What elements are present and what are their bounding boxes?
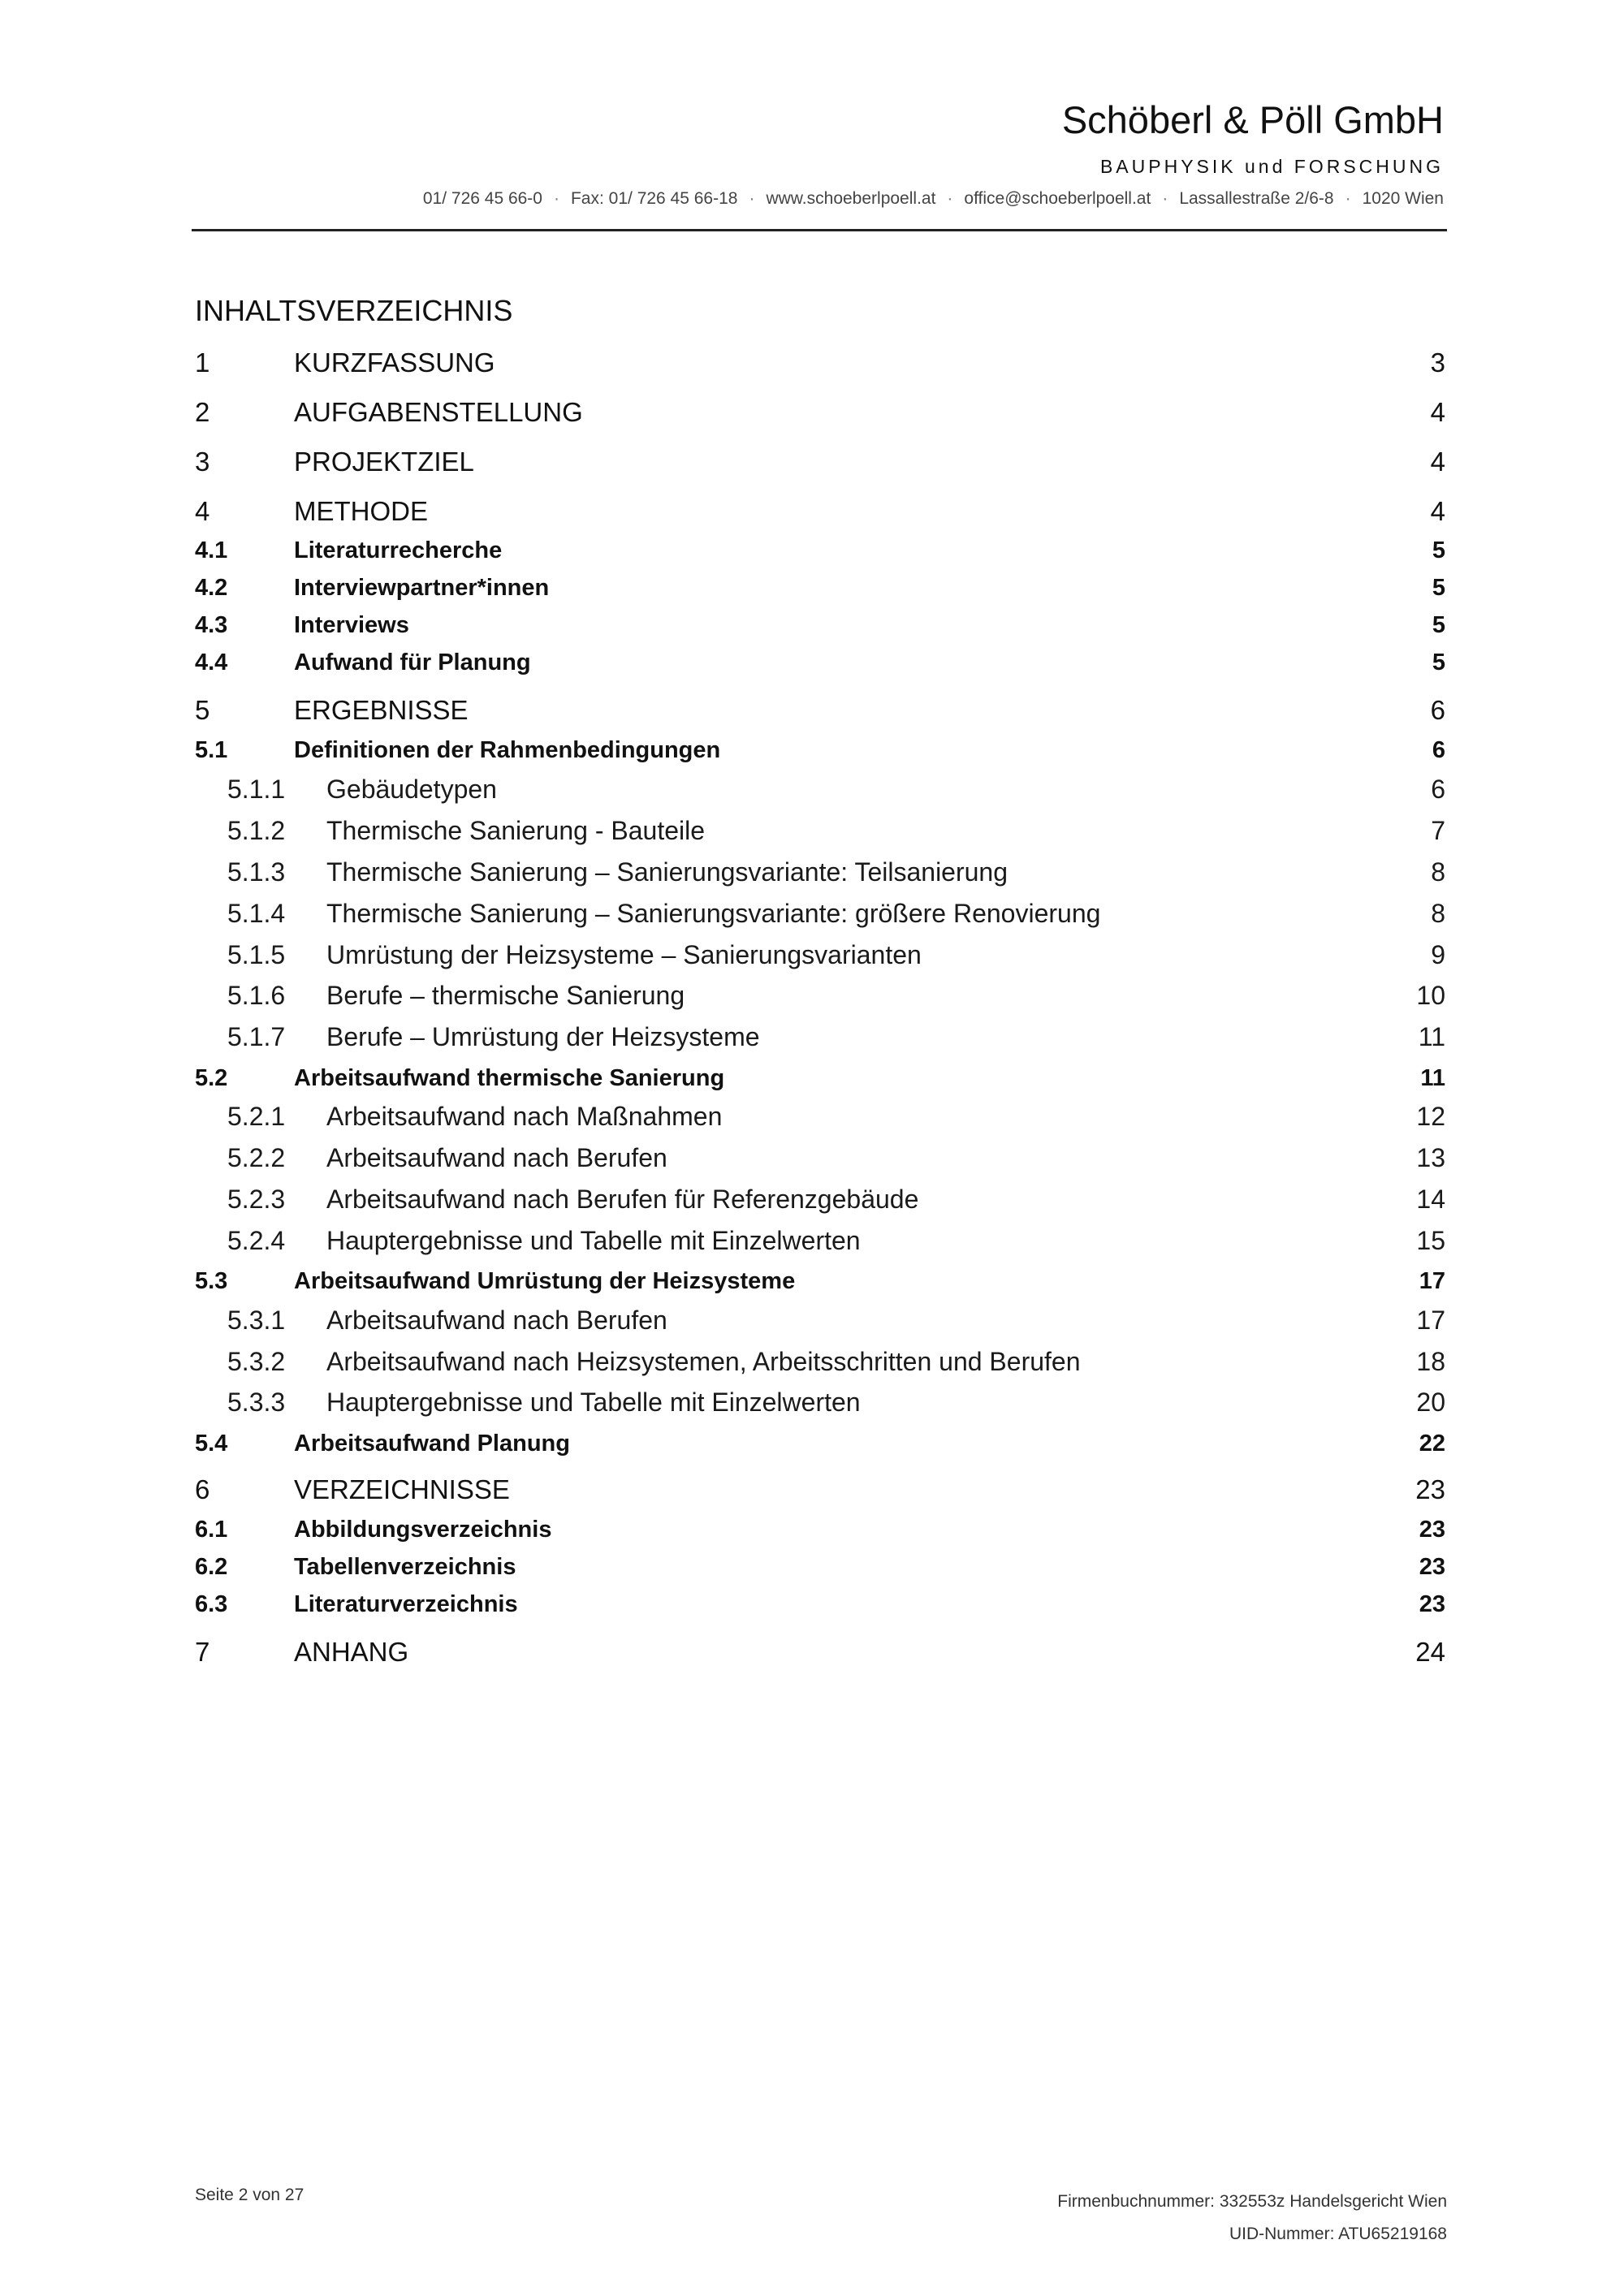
contact-phone: 01/ 726 45 66-0 — [422, 189, 542, 208]
toc-entry-page: 18 — [1416, 1347, 1445, 1376]
toc-entry — [195, 695, 1445, 731]
toc-entry — [195, 775, 1445, 810]
toc-entry-title: Interviews — [294, 612, 409, 638]
toc-entry-title: Interviewpartner*innen — [294, 575, 550, 601]
toc-entry — [195, 857, 1445, 893]
toc-entry-title: Literaturverzeichnis — [294, 1591, 518, 1617]
toc-entry-page: 7 — [1431, 816, 1445, 845]
toc-entry-title: Berufe – thermische Sanierung — [326, 981, 685, 1010]
toc-entry — [195, 899, 1445, 934]
toc-entry-title: Tabellenverzeichnis — [294, 1554, 516, 1580]
toc-entry-number: 5.3.3 — [227, 1388, 286, 1417]
toc-entry-title: KURZFASSUNG — [294, 347, 495, 378]
toc-entry-page: 12 — [1416, 1102, 1445, 1131]
toc-entry — [195, 575, 1445, 611]
toc-entry-number: 3 — [195, 447, 210, 477]
toc-entry — [195, 612, 1445, 648]
toc-entry — [195, 1022, 1445, 1058]
toc-title: INHALTSVERZEICHNIS — [195, 294, 513, 327]
toc-entry-number: 6 — [195, 1474, 210, 1504]
toc-entry — [195, 1185, 1445, 1220]
toc-entry — [195, 496, 1445, 532]
toc-entry-title: Umrüstung der Heizsysteme – Sanierungsvarianten — [326, 940, 922, 969]
page-number: Seite 2 von 27 — [195, 2186, 304, 2204]
contact-separator: · — [1162, 189, 1168, 208]
toc-entry — [195, 1388, 1445, 1423]
toc-entry — [195, 816, 1445, 852]
toc-entry-number: 6.1 — [195, 1517, 228, 1543]
toc-entry-title: ERGEBNISSE — [294, 695, 469, 725]
table-of-contents — [195, 0, 1445, 2296]
toc-entry — [195, 1306, 1445, 1341]
toc-entry-page: 4 — [1430, 447, 1445, 477]
toc-entry-page: 23 — [1419, 1517, 1445, 1543]
toc-entry-title: PROJEKTZIEL — [294, 447, 474, 477]
toc-entry-page: 15 — [1416, 1226, 1445, 1255]
toc-entry — [195, 737, 1445, 773]
toc-entry-page: 20 — [1416, 1388, 1445, 1417]
toc-entry-page: 10 — [1416, 981, 1445, 1010]
contact-separator: · — [749, 189, 755, 208]
toc-entry-page: 8 — [1431, 899, 1445, 928]
toc-entry — [195, 1637, 1445, 1672]
toc-entry-title: Abbildungsverzeichnis — [294, 1517, 552, 1543]
toc-entry-number: 7 — [195, 1637, 210, 1667]
toc-entry-page: 17 — [1416, 1306, 1445, 1335]
toc-entry — [195, 1431, 1445, 1466]
toc-entry — [195, 1226, 1445, 1262]
toc-entry-title: ANHANG — [294, 1637, 409, 1667]
company-name: Schöberl & Pöll GmbH — [1061, 98, 1444, 141]
toc-entry-page: 5 — [1432, 612, 1445, 638]
toc-entry — [195, 1517, 1445, 1552]
toc-entry-number: 5.1.5 — [227, 940, 286, 969]
toc-entry — [195, 981, 1445, 1016]
toc-entry-page: 3 — [1430, 347, 1445, 378]
toc-entry-page: 22 — [1419, 1431, 1445, 1457]
toc-entry-number: 4.4 — [195, 650, 228, 675]
toc-entry-title: Gebäudetypen — [326, 775, 497, 804]
toc-entry-number: 5.1.7 — [227, 1022, 286, 1051]
toc-entry-title: Hauptergebnisse und Tabelle mit Einzelwerten — [326, 1388, 861, 1417]
contact-fax: Fax: 01/ 726 45 66-18 — [570, 189, 738, 208]
toc-entry — [195, 1347, 1445, 1383]
company-subtitle: BAUPHYSIK und FORSCHUNG — [1099, 156, 1444, 177]
toc-entry-number: 5.2.1 — [227, 1102, 286, 1131]
contact-street: Lassallestraße 2/6-8 — [1179, 189, 1334, 208]
toc-entry-number: 5.2.4 — [227, 1226, 286, 1255]
toc-entry — [195, 1554, 1445, 1590]
toc-entry-number: 5 — [195, 695, 210, 725]
toc-entry-page: 11 — [1420, 1065, 1445, 1091]
toc-entry-page: 13 — [1416, 1143, 1445, 1172]
toc-entry — [195, 397, 1445, 433]
toc-entry-number: 5.3 — [195, 1268, 228, 1294]
toc-entry-number: 1 — [195, 347, 210, 378]
toc-entry-page: 17 — [1419, 1268, 1445, 1294]
toc-entry-number: 6.2 — [195, 1554, 228, 1580]
contact-separator: · — [947, 189, 953, 208]
toc-entry-page: 6 — [1432, 737, 1445, 763]
toc-entry — [195, 1065, 1445, 1101]
toc-entry — [195, 447, 1445, 482]
toc-entry-number: 4.2 — [195, 575, 228, 601]
toc-entry-number: 5.1.4 — [227, 899, 286, 928]
toc-entry — [195, 940, 1445, 976]
toc-entry-title: Arbeitsaufwand nach Berufen — [326, 1306, 667, 1335]
toc-entry-page: 5 — [1432, 650, 1445, 675]
toc-entry — [195, 537, 1445, 573]
toc-entry-page: 24 — [1415, 1637, 1445, 1667]
toc-entry-number: 5.1.3 — [227, 857, 286, 887]
toc-entry-title: Definitionen der Rahmenbedingungen — [294, 737, 721, 763]
toc-entry-page: 23 — [1415, 1474, 1445, 1504]
contact-website: www.schoeberlpoell.at — [766, 189, 936, 208]
toc-entry-number: 5.1.1 — [227, 775, 286, 804]
contact-separator: · — [553, 189, 559, 208]
toc-entry-number: 5.2 — [195, 1065, 228, 1091]
toc-entry-title: Aufwand für Planung — [294, 650, 531, 675]
toc-entry-title: Hauptergebnisse und Tabelle mit Einzelwerten — [326, 1226, 861, 1255]
toc-entry-title: Thermische Sanierung - Bauteile — [326, 816, 706, 845]
contact-email: office@schoeberlpoell.at — [964, 189, 1151, 208]
toc-entry-number: 6.3 — [195, 1591, 228, 1617]
toc-entry — [195, 1591, 1445, 1627]
toc-entry-page: 14 — [1416, 1185, 1445, 1214]
toc-entry — [195, 1102, 1445, 1137]
toc-entry-title: Arbeitsaufwand nach Maßnahmen — [326, 1102, 723, 1131]
toc-entry-page: 4 — [1430, 397, 1445, 427]
toc-entry-title: Thermische Sanierung – Sanierungsvariante: größere Renovierung — [326, 899, 1101, 928]
toc-entry-number: 5.2.2 — [227, 1143, 286, 1172]
toc-entry — [195, 1143, 1445, 1179]
toc-entry-title: Arbeitsaufwand nach Berufen — [326, 1143, 667, 1172]
toc-entry-number: 4 — [195, 496, 210, 526]
toc-entry-title: Arbeitsaufwand nach Heizsystemen, Arbeitsschritten und Berufen — [326, 1347, 1081, 1376]
toc-entry-title: VERZEICHNISSE — [294, 1474, 510, 1504]
toc-entry-title: Arbeitsaufwand nach Berufen für Referenzgebäude — [326, 1185, 919, 1214]
toc-entry-title: Thermische Sanierung – Sanierungsvariante: Teilsanierung — [326, 857, 1009, 887]
registry-number: Firmenbuchnummer: 332553z Handelsgericht Wien — [1057, 2192, 1447, 2211]
toc-entry-page: 23 — [1419, 1591, 1445, 1617]
toc-entry-number: 5.3.2 — [227, 1347, 286, 1376]
toc-entry-number: 4.1 — [195, 537, 228, 563]
toc-entry-number: 5.4 — [195, 1431, 228, 1457]
toc-entry-page: 9 — [1431, 940, 1445, 969]
toc-entry-page: 6 — [1431, 775, 1445, 804]
toc-entry-title: Berufe – Umrüstung der Heizsysteme — [326, 1022, 760, 1051]
toc-entry — [195, 650, 1445, 685]
uid-number: UID-Nummer: ATU65219168 — [1229, 2225, 1447, 2243]
toc-entry-number: 2 — [195, 397, 210, 427]
toc-entry-page: 23 — [1419, 1554, 1445, 1580]
toc-entry-number: 4.3 — [195, 612, 228, 638]
toc-entry-title: Arbeitsaufwand Umrüstung der Heizsysteme — [294, 1268, 796, 1294]
toc-entry-title: Arbeitsaufwand thermische Sanierung — [294, 1065, 725, 1091]
contact-city: 1020 Wien — [1362, 189, 1444, 208]
contact-separator: · — [1345, 189, 1351, 208]
toc-entry-number: 5.3.1 — [227, 1306, 286, 1335]
toc-entry-number: 5.1.6 — [227, 981, 286, 1010]
footer-registry — [1057, 2186, 1447, 2251]
toc-entry-page: 8 — [1431, 857, 1445, 887]
toc-entry-number: 5.1.2 — [227, 816, 286, 845]
toc-entry-title: Arbeitsaufwand Planung — [294, 1431, 570, 1457]
toc-entry-page: 5 — [1432, 575, 1445, 601]
toc-entry-page: 6 — [1430, 695, 1445, 725]
toc-entry-number: 5.2.3 — [227, 1185, 286, 1214]
toc-entry-page: 11 — [1418, 1022, 1445, 1051]
toc-entry — [195, 1474, 1445, 1510]
toc-entry — [195, 1268, 1445, 1304]
toc-entry-page: 5 — [1432, 537, 1445, 563]
toc-entry — [195, 347, 1445, 383]
toc-entry-title: METHODE — [294, 496, 428, 526]
toc-entry-number: 5.1 — [195, 737, 228, 763]
toc-entry-title: Literaturrecherche — [294, 537, 503, 563]
toc-entry-title: AUFGABENSTELLUNG — [294, 397, 583, 427]
toc-entry-page: 4 — [1430, 496, 1445, 526]
